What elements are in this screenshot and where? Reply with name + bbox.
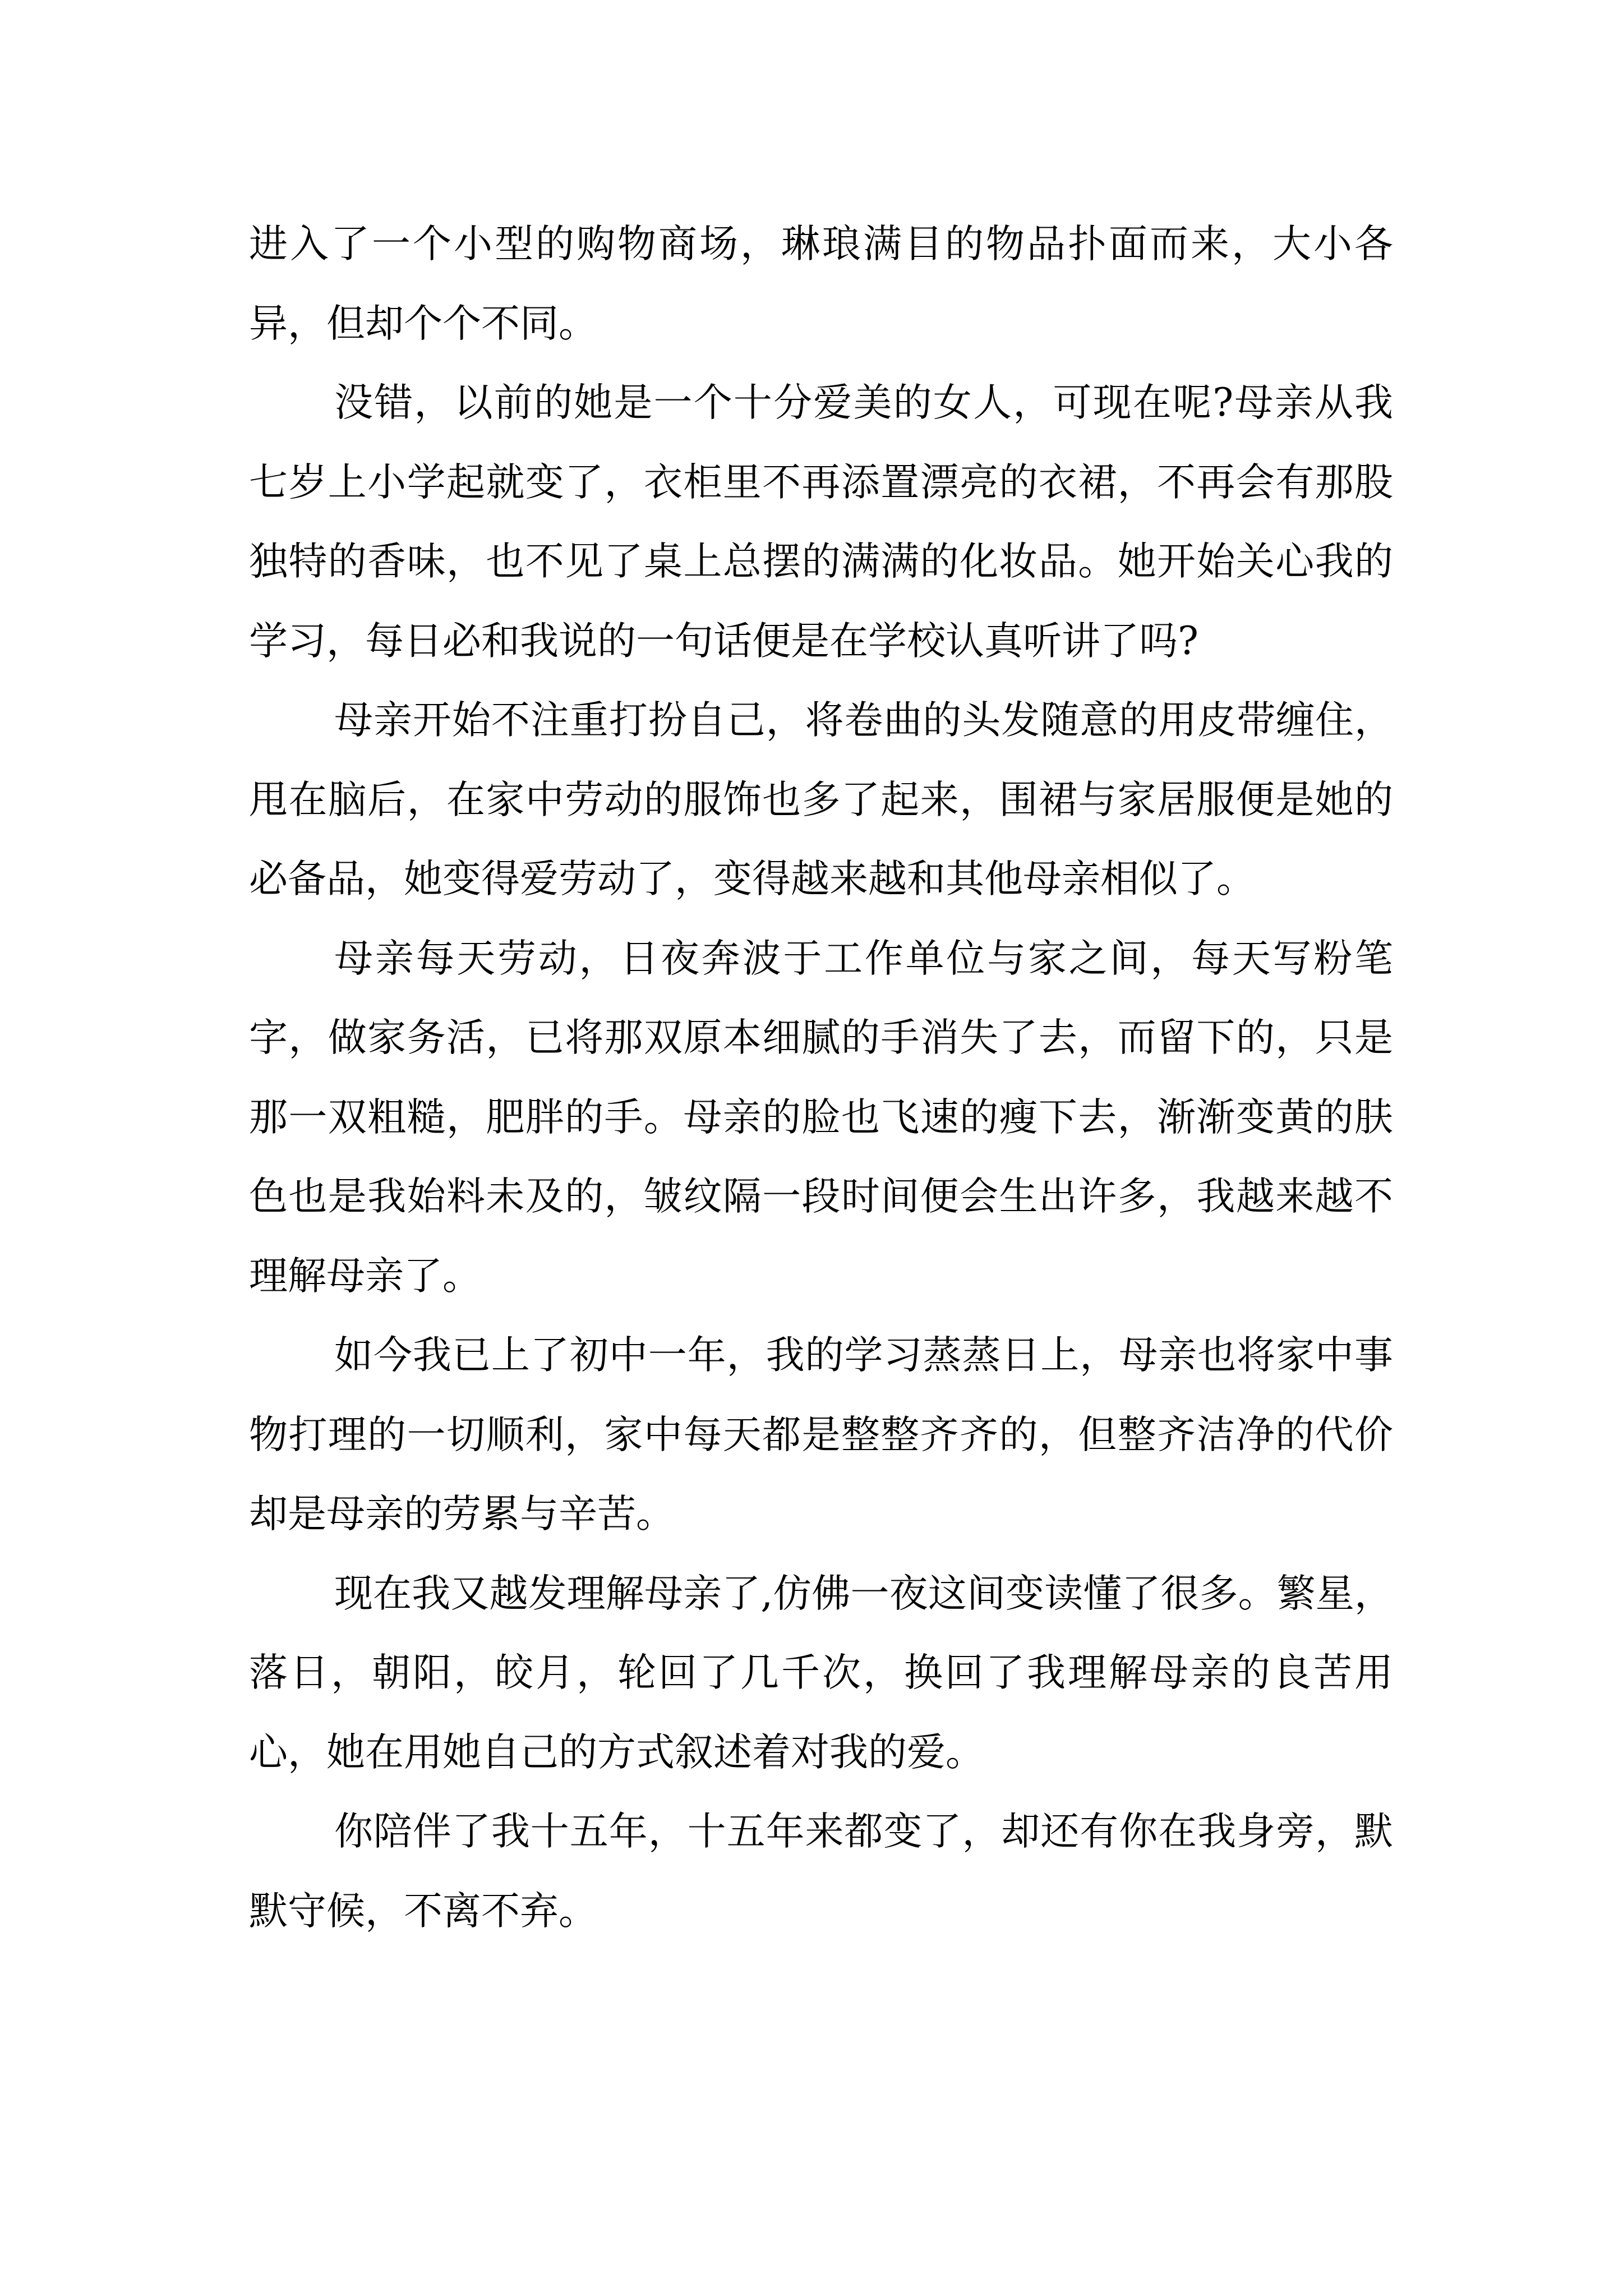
paragraph-3: 母亲开始不注重打扮自己，将卷曲的头发随意的用皮带缠住，甩在脑后，在家中劳动的服饰也多了起来，围裙与家居服便是她的必备品，她变得爱劳动了，变得越来越和其他母亲相似了。 — [249, 698, 1393, 901]
paragraph-6: 现在我又越发理解母亲了,仿佛一夜这间变读懂了很多。繁星，落日，朝阳，皎月，轮回了几千次，换回了我理解母亲的良苦用心，她在用她自己的方式叙述着对我的爱。 — [249, 1571, 1393, 1775]
paragraph-4: 母亲每天劳动，日夜奔波于工作单位与家之间，每天写粉笔字，做家务活，已将那双原本细腻的手消失了去，而留下的，只是那一双粗糙，肥胖的手。母亲的脸也飞速的瘦下去，渐渐变黄的肤色也是我始料未及的，皱纹隔一段时间便会生出许多，我越来越不理解母亲了。 — [249, 936, 1393, 1299]
paragraph-5: 如今我已上了初中一年，我的学习蒸蒸日上，母亲也将家中事物打理的一切顺利，家中每天都是整整齐齐的，但整齐洁净的代价却是母亲的劳累与辛苦。 — [249, 1333, 1393, 1536]
paragraph-7: 你陪伴了我十五年，十五年来都变了，却还有你在我身旁，默默守候，不离不弃。 — [249, 1809, 1393, 1934]
document-page — [249, 205, 1393, 1951]
paragraph-2: 没错，以前的她是一个十分爱美的女人，可现在呢?母亲从我七岁上小学起就变了，衣柜里不再添置漂亮的衣裙，不再会有那股独特的香味，也不见了桌上总摆的满满的化妆品。她开始关心我的学习，每日必和我说的一句话便是在学校认真听讲了吗? — [249, 380, 1393, 664]
paragraph-1: 进入了一个小型的购物商场，琳琅满目的物品扑面而来，大小各异，但却个个不同。 — [249, 222, 1393, 346]
